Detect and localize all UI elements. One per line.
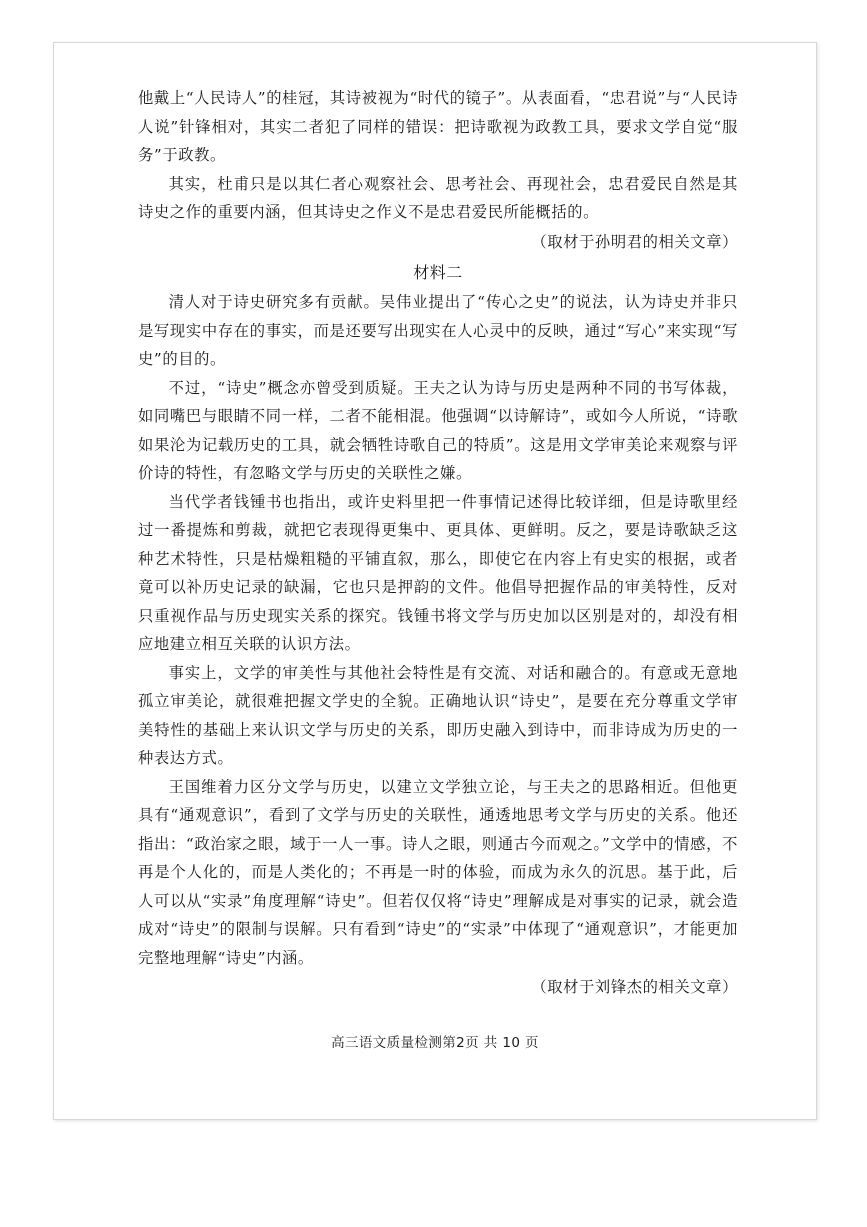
material-two-paragraph-4: 事实上，文学的审美性与其他社会特性是有交流、对话和融合的。有意或无意地孤立审美论，就很难把握文学史的全貌。正确地认识“诗史”，是要在充分尊重文学审美特性的基础上来认识文学与历史的关系，即历史融入到诗中，而非诗成为历史的一种表达方式。 bbox=[138, 663, 738, 767]
material-one-paragraph-1: 他戴上“人民诗人”的桂冠，其诗被视为“时代的镜子”。从表面看，“忠君说”与“人民诗人说”针锋相对，其实二者犯了同样的错误：把诗歌视为政教工具，要求文学自觉“服务”于政教。 bbox=[138, 89, 738, 164]
page-footer: 高三语文质量检测第2页 共 10 页 bbox=[331, 1035, 539, 1051]
material-two-heading: 材料二 bbox=[413, 263, 463, 282]
exam-page bbox=[53, 42, 817, 1120]
material-one-paragraph-2: 其实，杜甫只是以其仁者心观察社会、思考社会、再现社会，忠君爱民自然是其诗史之作的重要内涵，但其诗史之作义不是忠君爱民所能概括的。 bbox=[138, 174, 738, 221]
material-two-paragraph-5: 王国维着力区分文学与历史，以建立文学独立论，与王夫之的思路相近。但他更具有“通观意识”，看到了文学与历史的关联性，通透地思考文学与历史的关系。他还指出：“政治家之眼，域于一人一事。诗人之眼，则通古今而观之。”文学中的情感，不再是个人化的，而是人类化的；不再是一时的体验，而成为永久的沉思。基于此，后人可以从“实录”角度理解“诗史”。但若仅仅将“诗史”理解成是对事实的记录，就会造成对“诗史”的限制与误解。只有看到“诗史”的“实录”中体现了“通观意识”，才能更加完整地理解“诗史”内涵。 bbox=[138, 777, 738, 967]
material-two-source: （取材于刘锋杰的相关文章） bbox=[531, 978, 738, 996]
material-two-paragraph-1: 清人对于诗史研究多有贡献。吴伟业提出了“传心之史”的说法，认为诗史并非只是写现实中存在的事实，而是还要写出现实在人心灵中的反映，通过“写心”来实现“写史”的目的。 bbox=[138, 293, 738, 368]
page-content bbox=[138, 84, 738, 1002]
material-one-source: （取材于孙明君的相关文章） bbox=[531, 232, 738, 251]
material-two-paragraph-2: 不过，“诗史”概念亦曾受到质疑。王夫之认为诗与历史是两种不同的书写体裁，如同嘴巴与眼睛不同一样，二者不能相混。他强调“以诗解诗”，或如今人所说，“诗歌如果沦为记载历史的工具，就会牺牲诗歌自己的特质”。这是用文学审美论来观察与评价诗的特性，有忽略文学与历史的关联性之嫌。 bbox=[138, 378, 738, 482]
material-two-paragraph-3: 当代学者钱锺书也指出，或许史料里把一件事情记述得比较详细，但是诗歌里经过一番提炼和剪裁，就把它表现得更集中、更具体、更鲜明。反之，要是诗歌缺乏这种艺术特性，只是枯燥粗糙的平铺直叙，那么，即使它在内容上有史实的根据，或者竟可以补历史记录的缺漏，它也只是押韵的文件。他倡导把握作品的审美特性，反对只重视作品与历史现实关系的探究。钱锺书将文学与历史加以区别是对的，却没有相应地建立相互关联的认识方法。 bbox=[138, 492, 738, 653]
